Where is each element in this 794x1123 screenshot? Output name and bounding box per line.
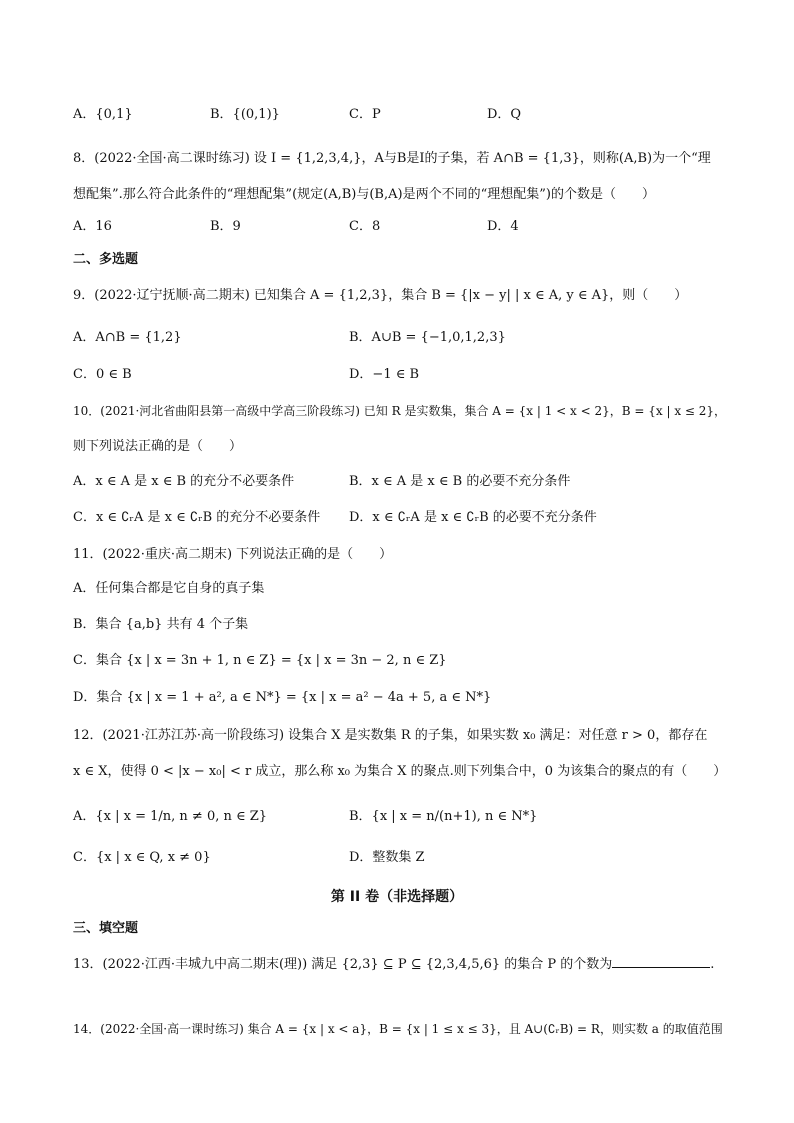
q7-option-a: A．{0,1} [73,107,133,122]
q9-stem: 9．(2022·辽宁抚顺·高二期末) 已知集合 A = {1,2,3}，集合 B = {|x − y| | x ∈ A, y ∈ A}，则（ ） [73,288,688,303]
q8-option-c: C．8 [349,219,381,234]
q9-option-d: D．−1 ∈ B [349,367,420,382]
q12-option-d: D．整数集 Z [349,850,425,865]
q12-option-a: A．{x | x = 1/n, n ≠ 0, n ∈ Z} [73,809,268,824]
q13-text: 13．(2022·江西·丰城九中高二期末(理)) 满足 {2,3} ⊆ P ⊆ {2,3,4,5,6} 的集合 P 的个数为 [73,957,613,972]
q14-stem: 14．(2022·全国·高一课时练习) 集合 A = {x | x < a}，B = {x | 1 ≤ x ≤ 3}，且 A∪(∁ᵣB) = R，则实数 a 的取值范围 [73,1022,723,1036]
q7-option-c: C．P [349,107,381,122]
section-multiple-choice-heading: 二、多选题 [73,252,139,267]
q11-option-a: A．任何集合都是它自身的真子集 [73,581,265,596]
q12-option-c: C．{x | x ∈ Q, x ≠ 0} [73,850,211,865]
q11-stem: 11．(2022·重庆·高二期末) 下列说法正确的是（ ） [73,547,393,562]
q9-option-c: C．0 ∈ B [73,367,132,382]
q12-stem-line2: x ∈ X，使得 0 < |x − x₀| < r 成立，那么称 x₀ 为集合 X 的聚点.则下列集合中，0 为该集合的聚点的有（ ） [73,764,727,779]
q8-option-b: B．9 [210,219,241,234]
part-ii-title: 第 II 卷（非选择题） [330,889,464,905]
q8-option-a: A．16 [73,219,112,234]
q10-stem-line2: 则下列说法正确的是（ ） [73,439,243,454]
q13-end: . [710,957,715,972]
q10-stem-line1: 10．(2021·河北省曲阳县第一高级中学高三阶段练习) 已知 R 是实数集，集合 A = {x | 1 < x < 2}，B = {x | x ≤ 2}， [73,404,727,418]
q8-stem-line1: 8．(2022·全国·高二课时练习) 设 I = {1,2,3,4,}，A与B是I的子集，若 A∩B = {1,3}，则称(A,B)为一个“理 [73,151,711,166]
q11-option-b: B．集合 {a,b} 共有 4 个子集 [73,617,249,632]
q10-option-d: D．x ∈ ∁ᵣA 是 x ∈ ∁ᵣB 的必要不充分条件 [349,510,597,525]
q8-stem-line2: 想配集”.那么符合此条件的“理想配集”(规定(A,B)与(B,A)是两个不同的“理想配集”)的个数是（ ） [73,187,655,202]
q11-option-d: D．集合 {x | x = 1 + a², a ∈ N*} = {x | x = a² − 4a + 5, a ∈ N*} [73,690,492,705]
q9-option-a: A．A∩B = {1,2} [73,330,182,345]
q12-stem-line1: 12．(2021·江苏江苏·高一阶段练习) 设集合 X 是实数集 R 的子集，如果实数 x₀ 满足：对任意 r > 0，都存在 [73,728,708,743]
q7-option-d: D．Q [487,107,522,122]
q10-option-b: B．x ∈ A 是 x ∈ B 的必要不充分条件 [349,474,571,489]
q12-option-b: B．{x | x = n/(n+1), n ∈ N*} [349,809,538,824]
q8-option-d: D．4 [487,219,519,234]
q11-option-c: C．集合 {x | x = 3n + 1, n ∈ Z} = {x | x = 3n − 2, n ∈ Z} [73,653,447,668]
q13-answer-blank [612,955,710,968]
q7-option-b: B．{(0,1)} [210,107,280,122]
section-fill-in-heading: 三、填空题 [73,921,139,936]
q10-option-c: C．x ∈ ∁ᵣA 是 x ∈ ∁ᵣB 的充分不必要条件 [73,510,321,525]
q13-stem [73,955,714,974]
q9-option-b: B．A∪B = {−1,0,1,2,3} [349,330,506,345]
q10-option-a: A．x ∈ A 是 x ∈ B 的充分不必要条件 [73,474,295,489]
